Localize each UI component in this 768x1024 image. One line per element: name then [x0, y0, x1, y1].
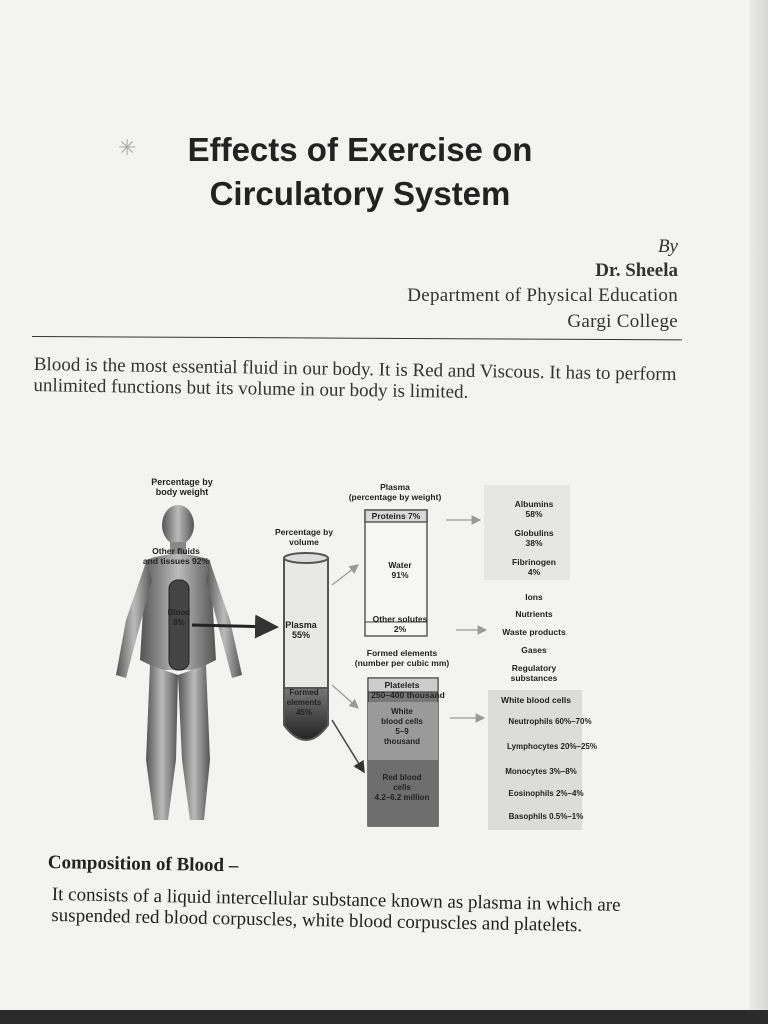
composition-heading: Composition of Blood – — [47, 852, 239, 877]
solute-type-regulatory-substances: Regulatory substances — [510, 663, 558, 683]
rbc-label: Red blood cells 4.2–6.2 million — [374, 773, 430, 802]
blood-label: Blood 8% — [167, 608, 191, 627]
protein-type-globulins: Globulins 38% — [514, 528, 554, 548]
page-title — [100, 128, 620, 216]
page-edge-shadow — [750, 0, 768, 1024]
byline-author: Dr. Sheela — [595, 260, 678, 281]
byline-department: Department of Physical Education — [407, 285, 678, 306]
wbc-types-panel — [488, 690, 582, 830]
byline-college: Gargi College — [567, 311, 678, 332]
other-fluids-label: Other fluids and tissues 92% — [142, 546, 210, 566]
solute-type-waste-products: Waste products — [502, 627, 566, 637]
plasma-volume-label: Plasma 55% — [285, 620, 317, 640]
other-solutes-label: Other solutes 2% — [372, 614, 428, 634]
water-label: Water 91% — [388, 560, 412, 580]
protein-type-albumins: Albumins 58% — [514, 499, 554, 519]
byline-by: By — [657, 236, 678, 257]
arrow-to-rbc — [332, 720, 364, 772]
wbc-type-lymphocytes: Lymphocytes 20%–25% — [507, 742, 597, 751]
volume-heading: Percentage by volume — [274, 527, 334, 547]
title-line-2: Circulatory System — [209, 175, 511, 212]
title-line-1: Effects of Exercise on — [187, 131, 533, 168]
formed-elements-volume-label: Formed elements 45% — [286, 688, 322, 717]
formed-elements-heading: Formed elements (number per cubic mm) — [354, 648, 450, 668]
arrow-to-formed-column — [332, 685, 358, 708]
wbc-type-basophils: Basophils 0.5%–1% — [508, 812, 584, 821]
star-bullet-icon: ✳ — [118, 136, 137, 161]
wbc-type-monocytes: Monocytes 3%–8% — [505, 767, 577, 776]
wbc-type-eosinophils: Eosinophils 2%–4% — [508, 789, 584, 798]
protein-type-fibrinogen: Fibrinogen 4% — [512, 557, 556, 577]
composition-paragraph: It consists of a liquid intercellular substance known as plasma in which are suspended red blood corpuscles, white blood corpuscles and platelets. — [51, 884, 621, 937]
intro-paragraph: Blood is the most essential fluid in our body. It is Red and Viscous. It has to perform unlimited functions but its volume in our body is limited. — [33, 354, 677, 403]
proteins-label: Proteins 7% — [371, 511, 421, 521]
arrow-to-plasma-column — [332, 565, 358, 585]
wbc-label: White blood cells 5–9 thousand — [381, 707, 423, 746]
blood-composition-figure — [96, 470, 616, 840]
plasma-weight-heading: Plasma (percentage by weight) — [348, 482, 442, 502]
solute-type-gases: Gases — [521, 645, 547, 655]
arrow-body-to-tube — [192, 625, 276, 627]
solute-type-ions: Ions — [525, 592, 543, 602]
blood-composition-diagram — [96, 470, 616, 840]
body-weight-heading: Percentage by body weight — [151, 477, 213, 497]
divider-rule — [32, 336, 682, 340]
wbc-type-neutrophils: Neutrophils 60%–70% — [508, 717, 592, 726]
bottom-edge — [0, 1010, 768, 1024]
wbc-heading: White blood cells — [501, 695, 571, 705]
solute-type-nutrients: Nutrients — [515, 609, 553, 619]
platelets-label: Platelets 250–400 thousand — [371, 680, 445, 700]
